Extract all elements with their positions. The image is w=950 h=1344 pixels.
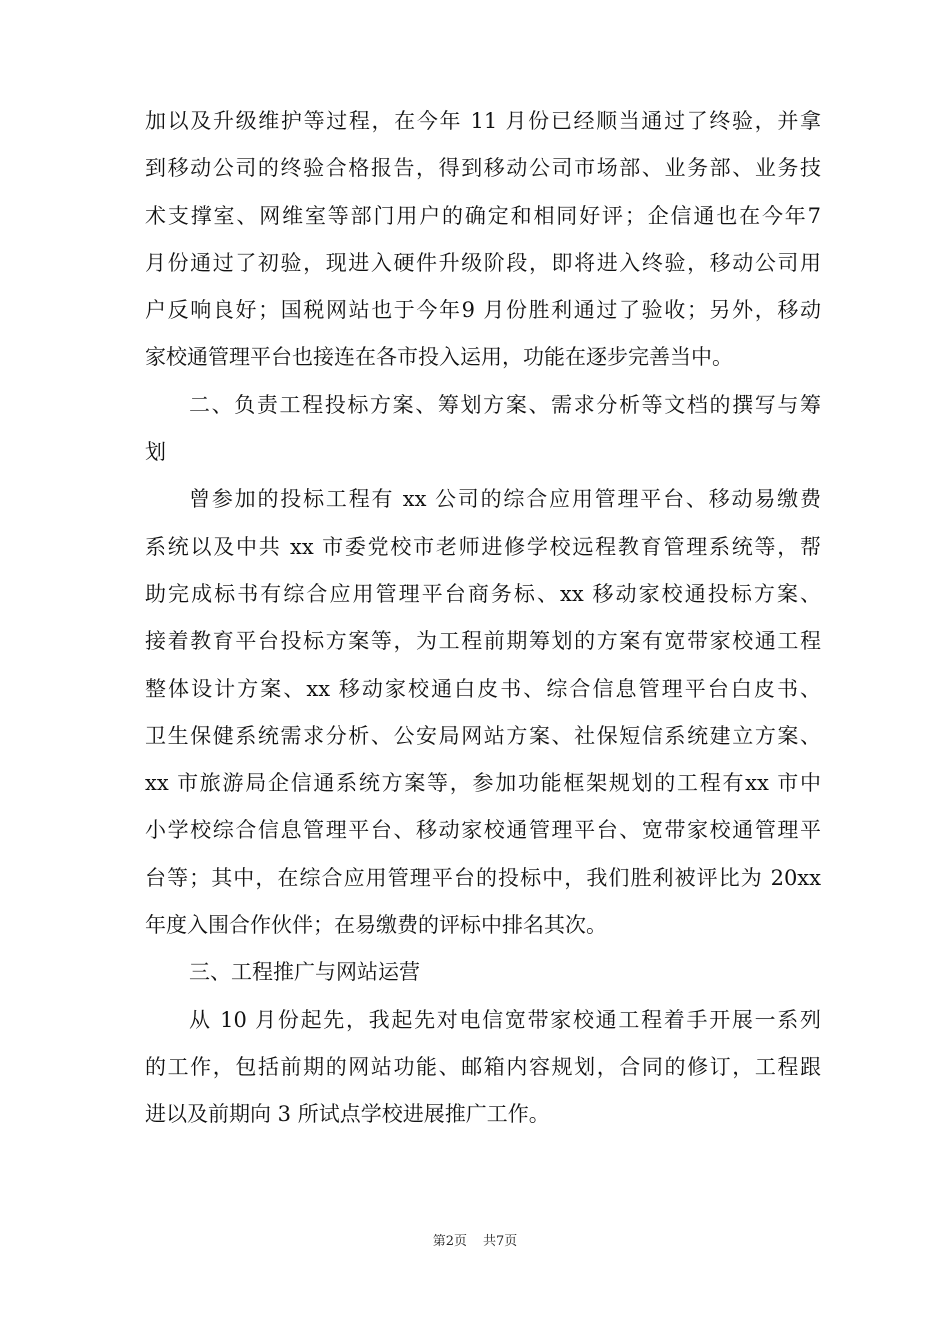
text-line: 卫生保健系统需求分析、公安局网站方案、社保短信系统建立方案、 xyxy=(145,723,821,748)
page-footer xyxy=(0,1232,950,1252)
text-line: 术支撑室、网维室等部门用户的确定和相同好评；企信通也在今年7 xyxy=(145,203,821,228)
text-line: 加以及升级维护等过程，在今年 11 月份已经顺当通过了终验，并拿 xyxy=(145,109,821,133)
text-line: 整体设计方案、xx 移动家校通白皮书、综合信息管理平台白皮书、 xyxy=(145,676,821,701)
section-heading-line: 二、负责工程投标方案、筹划方案、需求分析等文档的撰写与筹 xyxy=(189,392,821,417)
text-line: 台等；其中，在综合应用管理平台的投标中，我们胜利被评比为 20xx xyxy=(145,865,821,890)
text-line: 曾参加的投标工程有 xx 公司的综合应用管理平台、移动易缴费 xyxy=(189,487,821,512)
text-line: 月份通过了初验，现进入硬件升级阶段，即将进入终验，移动公司用 xyxy=(145,250,821,275)
text-line: 家校通管理平台也接连在各市投入运用，功能在逐步完善当中。 xyxy=(145,345,733,370)
text-line: 年度入围合作伙伴；在易缴费的评标中排名其次。 xyxy=(145,913,607,938)
text-line: 户反响良好；国税网站也于今年9 月份胜利通过了验收；另外，移动 xyxy=(145,298,821,323)
page-number-current: 第2页 xyxy=(432,1234,467,1249)
text-line: 小学校综合信息管理平台、移动家校通管理平台、宽带家校通管理平 xyxy=(145,818,821,843)
text-line: 进以及前期向 3 所试点学校进展推广工作。 xyxy=(145,1102,550,1127)
document-body xyxy=(145,98,821,1139)
text-line: 接着教育平台投标方案等，为工程前期筹划的方案有宽带家校通工程 xyxy=(145,629,821,654)
text-line: 系统以及中共 xx 市委党校市老师进修学校远程教育管理系统等，帮 xyxy=(145,534,821,559)
text-line: 的工作，包括前期的网站功能、邮箱内容规划，合同的修订，工程跟 xyxy=(145,1054,821,1079)
text-line: 到移动公司的终验合格报告，得到移动公司市场部、业务部、业务技 xyxy=(145,156,821,181)
text-line: 助完成标书有综合应用管理平台商务标、xx 移动家校通投标方案、 xyxy=(145,581,821,606)
section-heading-line: 划 xyxy=(145,440,166,465)
text-line: xx 市旅游局企信通系统方案等，参加功能框架规划的工程有xx 市中 xyxy=(145,771,821,796)
text-line: 从 10 月份起先，我起先对电信宽带家校通工程着手开展一系列 xyxy=(189,1007,821,1032)
section-heading-line: 三、工程推广与网站运营 xyxy=(189,960,420,985)
page-number-total: 共7页 xyxy=(483,1234,518,1249)
